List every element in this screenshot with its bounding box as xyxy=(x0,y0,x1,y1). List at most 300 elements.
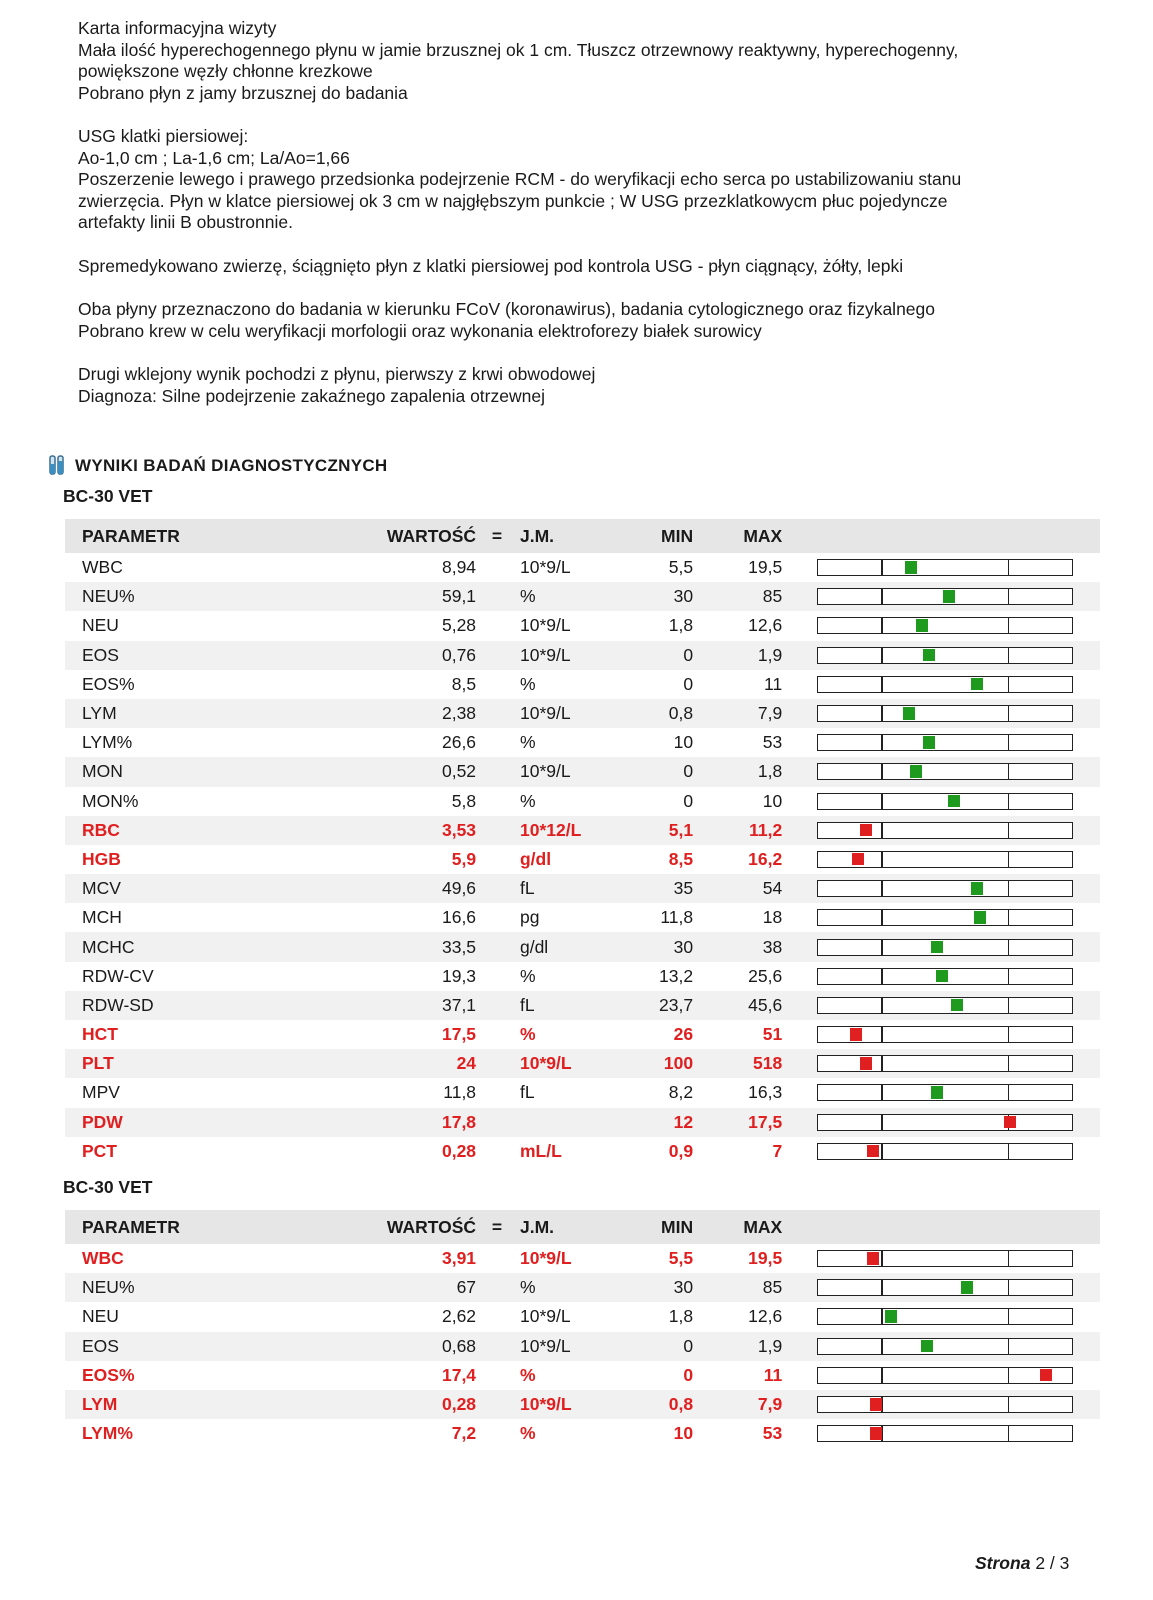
range-marker-normal xyxy=(923,736,935,749)
param-name: PLT xyxy=(65,1049,303,1078)
table-row xyxy=(65,641,1100,670)
range-bar-cell xyxy=(817,1244,1100,1273)
range-bar-cell xyxy=(817,582,1100,611)
param-name: MCV xyxy=(65,874,303,903)
table-row xyxy=(65,582,1100,611)
table-row xyxy=(65,553,1100,582)
range-bar-cell xyxy=(817,845,1100,874)
range-marker-normal xyxy=(931,941,943,954)
notes-paragraph xyxy=(78,364,1078,407)
param-eq xyxy=(476,1137,518,1166)
range-bar-tick xyxy=(1008,969,1010,984)
range-marker-normal xyxy=(961,1281,973,1294)
range-bar-tick xyxy=(881,1339,883,1354)
param-value: 0,76 xyxy=(303,641,476,670)
param-max: 19,5 xyxy=(693,553,782,582)
table-row xyxy=(65,611,1100,640)
range-bar-tick xyxy=(881,677,883,692)
range-bar xyxy=(817,909,1073,926)
header-max: MAX xyxy=(693,519,782,553)
param-unit: 10*9/L xyxy=(518,553,625,582)
param-name: MON xyxy=(65,757,303,786)
param-gap xyxy=(782,1273,817,1302)
range-bar-cell xyxy=(817,1049,1100,1078)
range-bar-tick xyxy=(1008,1368,1010,1383)
param-min: 10 xyxy=(625,728,693,757)
param-gap xyxy=(782,874,817,903)
param-max: 85 xyxy=(693,582,782,611)
notes-line: Drugi wklejony wynik pochodzi z płynu, pierwszy z krwi obwodowej xyxy=(78,364,596,384)
param-min: 23,7 xyxy=(625,991,693,1020)
range-bar xyxy=(817,1250,1073,1267)
param-gap xyxy=(782,553,817,582)
param-value: 0,28 xyxy=(303,1137,476,1166)
range-marker-normal xyxy=(943,590,955,603)
param-min: 8,5 xyxy=(625,845,693,874)
param-unit: % xyxy=(518,728,625,757)
header-row xyxy=(65,519,1100,553)
range-bar-tick xyxy=(881,910,883,925)
range-bar-tick xyxy=(881,1368,883,1383)
range-bar-cell xyxy=(817,1078,1100,1107)
notes-line: Poszerzenie lewego i prawego przedsionka podejrzenie RCM - do weryfikacji echo serca po ustabilizowaniu stanu xyxy=(78,169,962,189)
param-value: 33,5 xyxy=(303,932,476,961)
range-bar-cell xyxy=(817,1302,1100,1331)
range-bar xyxy=(817,1308,1073,1325)
param-gap xyxy=(782,582,817,611)
header-min: MIN xyxy=(625,1210,693,1244)
param-min: 0 xyxy=(625,757,693,786)
param-eq xyxy=(476,1244,518,1273)
header-eq: = xyxy=(476,1210,518,1244)
table-row xyxy=(65,1390,1100,1419)
param-gap xyxy=(782,1419,817,1448)
param-min: 1,8 xyxy=(625,1302,693,1331)
param-eq xyxy=(476,582,518,611)
range-bar xyxy=(817,1279,1073,1296)
param-min: 0,8 xyxy=(625,699,693,728)
header-gap xyxy=(782,1210,817,1244)
param-gap xyxy=(782,991,817,1020)
param-value: 5,9 xyxy=(303,845,476,874)
param-name: EOS% xyxy=(65,1361,303,1390)
table-row xyxy=(65,991,1100,1020)
range-bar xyxy=(817,968,1073,985)
page-total: / 3 xyxy=(1049,1553,1070,1573)
range-bar-cell xyxy=(817,787,1100,816)
section-title-text: WYNIKI BADAŃ DIAGNOSTYCZNYCH xyxy=(75,456,388,475)
param-name: RDW-SD xyxy=(65,991,303,1020)
param-unit: g/dl xyxy=(518,845,625,874)
range-bar-cell xyxy=(817,1108,1100,1137)
range-bar-cell xyxy=(817,641,1100,670)
range-marker-abnormal xyxy=(867,1252,879,1265)
header-unit: J.M. xyxy=(518,1210,625,1244)
param-value: 5,28 xyxy=(303,611,476,640)
range-bar-tick xyxy=(1008,1426,1010,1441)
range-bar xyxy=(817,1396,1073,1413)
notes-line: Pobrano płyn z jamy brzusznej do badania xyxy=(78,82,408,103)
param-name: NEU xyxy=(65,1302,303,1331)
param-max: 7 xyxy=(693,1137,782,1166)
param-min: 0 xyxy=(625,787,693,816)
range-bar-tick xyxy=(881,706,883,721)
range-marker-abnormal xyxy=(860,1057,872,1070)
range-marker-normal xyxy=(910,765,922,778)
range-bar xyxy=(817,676,1073,693)
param-name: PCT xyxy=(65,1137,303,1166)
param-unit: fL xyxy=(518,874,625,903)
notes-line: Oba płyny przeznaczono do badania w kierunku FCoV (koronawirus), badania cytologicznego oraz fizykalnego xyxy=(78,299,936,319)
param-name: NEU% xyxy=(65,582,303,611)
table-row xyxy=(65,728,1100,757)
range-bar-cell xyxy=(817,670,1100,699)
notes-paragraph xyxy=(78,299,1078,342)
param-min: 0 xyxy=(625,670,693,699)
table-row xyxy=(65,1020,1100,1049)
param-name: LYM xyxy=(65,1390,303,1419)
param-unit: % xyxy=(518,582,625,611)
range-bar-tick xyxy=(1008,735,1010,750)
param-eq xyxy=(476,874,518,903)
param-eq xyxy=(476,1078,518,1107)
range-marker-abnormal xyxy=(1040,1369,1052,1382)
param-name: HGB xyxy=(65,845,303,874)
notes-line: powiększone węzły chłonne krezkowe xyxy=(78,61,373,81)
range-bar xyxy=(817,1338,1073,1355)
range-marker-abnormal xyxy=(867,1145,879,1158)
range-bar xyxy=(817,588,1073,605)
param-gap xyxy=(782,1332,817,1361)
range-bar xyxy=(817,763,1073,780)
range-bar-tick xyxy=(1008,589,1010,604)
range-marker-normal xyxy=(936,970,948,983)
range-marker-normal xyxy=(885,1310,897,1323)
table-row xyxy=(65,962,1100,991)
param-unit: % xyxy=(518,787,625,816)
param-value: 8,94 xyxy=(303,553,476,582)
param-value: 5,8 xyxy=(303,787,476,816)
param-eq xyxy=(476,1361,518,1390)
range-bar-cell xyxy=(817,874,1100,903)
range-bar-tick xyxy=(1008,618,1010,633)
header-value: WARTOŚĆ xyxy=(303,1210,476,1244)
param-gap xyxy=(782,1302,817,1331)
device-title-2: BC-30 VET xyxy=(63,1177,153,1197)
param-eq xyxy=(476,1108,518,1137)
range-bar-tick xyxy=(1008,1339,1010,1354)
range-bar-cell xyxy=(817,816,1100,845)
param-unit: fL xyxy=(518,991,625,1020)
param-name: NEU xyxy=(65,611,303,640)
notes-line: USG klatki piersiowej: xyxy=(78,126,249,146)
range-marker-abnormal xyxy=(1004,1116,1016,1129)
range-bar-tick xyxy=(881,940,883,955)
range-bar-cell xyxy=(817,903,1100,932)
param-max: 11 xyxy=(693,670,782,699)
table-row xyxy=(65,903,1100,932)
range-marker-normal xyxy=(948,795,960,808)
range-bar xyxy=(817,1084,1073,1101)
range-bar-tick xyxy=(1008,1251,1010,1266)
param-eq xyxy=(476,1020,518,1049)
param-unit: mL/L xyxy=(518,1137,625,1166)
param-value: 3,53 xyxy=(303,816,476,845)
range-marker-abnormal xyxy=(850,1028,862,1041)
param-unit: 10*9/L xyxy=(518,641,625,670)
range-bar-cell xyxy=(817,1419,1100,1448)
param-max: 17,5 xyxy=(693,1108,782,1137)
param-eq xyxy=(476,670,518,699)
param-min: 1,8 xyxy=(625,611,693,640)
range-bar-cell xyxy=(817,1332,1100,1361)
param-min: 0 xyxy=(625,641,693,670)
param-unit: 10*9/L xyxy=(518,757,625,786)
header-bar xyxy=(817,1210,1100,1244)
param-unit: 10*9/L xyxy=(518,699,625,728)
param-name: MCHC xyxy=(65,932,303,961)
range-bar xyxy=(817,822,1073,839)
param-min: 26 xyxy=(625,1020,693,1049)
param-min: 11,8 xyxy=(625,903,693,932)
param-eq xyxy=(476,787,518,816)
param-value: 7,2 xyxy=(303,1419,476,1448)
table-row xyxy=(65,1049,1100,1078)
param-max: 1,8 xyxy=(693,757,782,786)
range-bar xyxy=(817,880,1073,897)
param-max: 18 xyxy=(693,903,782,932)
table-row xyxy=(65,1273,1100,1302)
param-gap xyxy=(782,962,817,991)
param-name: EOS xyxy=(65,641,303,670)
range-marker-normal xyxy=(951,999,963,1012)
range-bar-tick xyxy=(1008,677,1010,692)
param-unit: 10*9/L xyxy=(518,1049,625,1078)
notes-line: Spremedykowano zwierzę, ściągnięto płyn z klatki piersiowej pod kontrola USG - płyn ciągnący, żółty, lepki xyxy=(78,255,904,276)
param-max: 12,6 xyxy=(693,611,782,640)
param-value: 2,38 xyxy=(303,699,476,728)
range-bar-tick xyxy=(1008,881,1010,896)
param-name: LYM xyxy=(65,699,303,728)
param-min: 5,5 xyxy=(625,1244,693,1273)
header-param: PARAMETR xyxy=(65,1210,303,1244)
range-bar-cell xyxy=(817,728,1100,757)
param-max: 51 xyxy=(693,1020,782,1049)
range-marker-normal xyxy=(903,707,915,720)
param-eq xyxy=(476,1302,518,1331)
range-bar-cell xyxy=(817,553,1100,582)
notes-paragraph xyxy=(78,18,1078,104)
range-bar-cell xyxy=(817,991,1100,1020)
param-max: 7,9 xyxy=(693,699,782,728)
param-eq xyxy=(476,728,518,757)
range-bar-cell xyxy=(817,1020,1100,1049)
param-value: 2,62 xyxy=(303,1302,476,1331)
param-value: 37,1 xyxy=(303,991,476,1020)
param-name: MPV xyxy=(65,1078,303,1107)
param-value: 11,8 xyxy=(303,1078,476,1107)
param-name: PDW xyxy=(65,1108,303,1137)
param-min: 0 xyxy=(625,1361,693,1390)
param-gap xyxy=(782,1137,817,1166)
range-bar-tick xyxy=(881,560,883,575)
notes-line: artefakty linii B obustronnie. xyxy=(78,212,293,232)
param-unit: % xyxy=(518,1020,625,1049)
param-unit: 10*9/L xyxy=(518,1302,625,1331)
range-bar-tick xyxy=(881,794,883,809)
range-bar-tick xyxy=(1008,1085,1010,1100)
header-gap xyxy=(782,519,817,553)
table-row xyxy=(65,1137,1100,1166)
range-bar-tick xyxy=(881,764,883,779)
range-bar-tick xyxy=(1008,1056,1010,1071)
range-bar-cell xyxy=(817,757,1100,786)
range-bar-tick xyxy=(1008,1397,1010,1412)
param-gap xyxy=(782,641,817,670)
param-gap xyxy=(782,903,817,932)
param-min: 5,5 xyxy=(625,553,693,582)
param-name: HCT xyxy=(65,1020,303,1049)
param-gap xyxy=(782,728,817,757)
range-bar xyxy=(817,1425,1073,1442)
param-eq xyxy=(476,1273,518,1302)
param-min: 0,8 xyxy=(625,1390,693,1419)
notes-line: Karta informacyjna wizyty xyxy=(78,18,277,38)
range-bar-cell xyxy=(817,962,1100,991)
notes-line: zwierzęcia. Płyn w klatce piersiowej ok 3 cm w najgłębszym punkcie ; W USG przezklatkowycm płuc pojedyncze xyxy=(78,190,948,211)
table-row xyxy=(65,1419,1100,1448)
param-name: NEU% xyxy=(65,1273,303,1302)
table-row xyxy=(65,1078,1100,1107)
range-bar-tick xyxy=(881,1251,883,1266)
param-gap xyxy=(782,670,817,699)
param-gap xyxy=(782,845,817,874)
param-min: 8,2 xyxy=(625,1078,693,1107)
range-bar-tick xyxy=(1008,1144,1010,1159)
param-value: 67 xyxy=(303,1273,476,1302)
range-bar xyxy=(817,647,1073,664)
param-min: 100 xyxy=(625,1049,693,1078)
param-min: 0,9 xyxy=(625,1137,693,1166)
range-bar xyxy=(817,559,1073,576)
param-max: 12,6 xyxy=(693,1302,782,1331)
param-min: 0 xyxy=(625,1332,693,1361)
section-title xyxy=(48,455,388,477)
param-name: RBC xyxy=(65,816,303,845)
range-bar xyxy=(817,1114,1073,1131)
range-marker-abnormal xyxy=(870,1398,882,1411)
range-bar-tick xyxy=(1008,1280,1010,1295)
range-bar xyxy=(817,705,1073,722)
page-footer xyxy=(975,1553,1069,1574)
param-min: 5,1 xyxy=(625,816,693,845)
param-gap xyxy=(782,1108,817,1137)
param-eq xyxy=(476,903,518,932)
param-max: 53 xyxy=(693,728,782,757)
range-bar-cell xyxy=(817,699,1100,728)
table-row xyxy=(65,670,1100,699)
param-eq xyxy=(476,1390,518,1419)
range-bar-tick xyxy=(881,1056,883,1071)
range-bar xyxy=(817,939,1073,956)
param-unit: fL xyxy=(518,1078,625,1107)
range-bar-tick xyxy=(881,969,883,984)
param-unit xyxy=(518,1108,625,1137)
param-eq xyxy=(476,1332,518,1361)
param-max: 85 xyxy=(693,1273,782,1302)
range-marker-normal xyxy=(971,882,983,895)
param-gap xyxy=(782,699,817,728)
param-value: 49,6 xyxy=(303,874,476,903)
notes-line: Ao-1,0 cm ; La-1,6 cm; La/Ao=1,66 xyxy=(78,147,350,168)
test-tubes-icon xyxy=(48,455,72,477)
param-value: 19,3 xyxy=(303,962,476,991)
notes-line: Diagnoza: Silne podejrzenie zakaźnego zapalenia otrzewnej xyxy=(78,385,545,406)
table-row xyxy=(65,845,1100,874)
header-min: MIN xyxy=(625,519,693,553)
table-row xyxy=(65,1361,1100,1390)
range-bar-tick xyxy=(881,589,883,604)
param-max: 19,5 xyxy=(693,1244,782,1273)
param-max: 7,9 xyxy=(693,1390,782,1419)
param-eq xyxy=(476,757,518,786)
range-bar-cell xyxy=(817,1390,1100,1419)
range-bar xyxy=(817,851,1073,868)
param-gap xyxy=(782,1049,817,1078)
range-bar-tick xyxy=(881,618,883,633)
param-eq xyxy=(476,1419,518,1448)
range-bar xyxy=(817,1143,1073,1160)
param-unit: pg xyxy=(518,903,625,932)
param-min: 13,2 xyxy=(625,962,693,991)
range-bar-tick xyxy=(1008,940,1010,955)
page-number: 2 xyxy=(1035,1553,1046,1573)
range-bar-tick xyxy=(881,1115,883,1130)
param-min: 12 xyxy=(625,1108,693,1137)
param-gap xyxy=(782,787,817,816)
notes-paragraph xyxy=(78,126,1078,234)
table-row xyxy=(65,1108,1100,1137)
range-marker-normal xyxy=(905,561,917,574)
param-max: 11,2 xyxy=(693,816,782,845)
range-bar-tick xyxy=(1008,560,1010,575)
param-gap xyxy=(782,1361,817,1390)
param-unit: % xyxy=(518,1419,625,1448)
range-marker-normal xyxy=(916,619,928,632)
param-eq xyxy=(476,553,518,582)
param-name: WBC xyxy=(65,553,303,582)
param-value: 3,91 xyxy=(303,1244,476,1273)
page-label: Strona xyxy=(975,1553,1031,1573)
range-marker-normal xyxy=(971,678,983,691)
range-bar-cell xyxy=(817,1273,1100,1302)
table-row xyxy=(65,757,1100,786)
table-row xyxy=(65,1244,1100,1273)
range-marker-abnormal xyxy=(870,1427,882,1440)
range-bar-tick xyxy=(881,735,883,750)
param-gap xyxy=(782,1390,817,1419)
param-unit: % xyxy=(518,1273,625,1302)
range-bar-tick xyxy=(1008,794,1010,809)
range-bar-tick xyxy=(1008,998,1010,1013)
range-bar xyxy=(817,793,1073,810)
range-bar-tick xyxy=(881,1144,883,1159)
param-eq xyxy=(476,932,518,961)
param-name: MON% xyxy=(65,787,303,816)
param-max: 1,9 xyxy=(693,641,782,670)
table-row xyxy=(65,1302,1100,1331)
param-value: 17,4 xyxy=(303,1361,476,1390)
